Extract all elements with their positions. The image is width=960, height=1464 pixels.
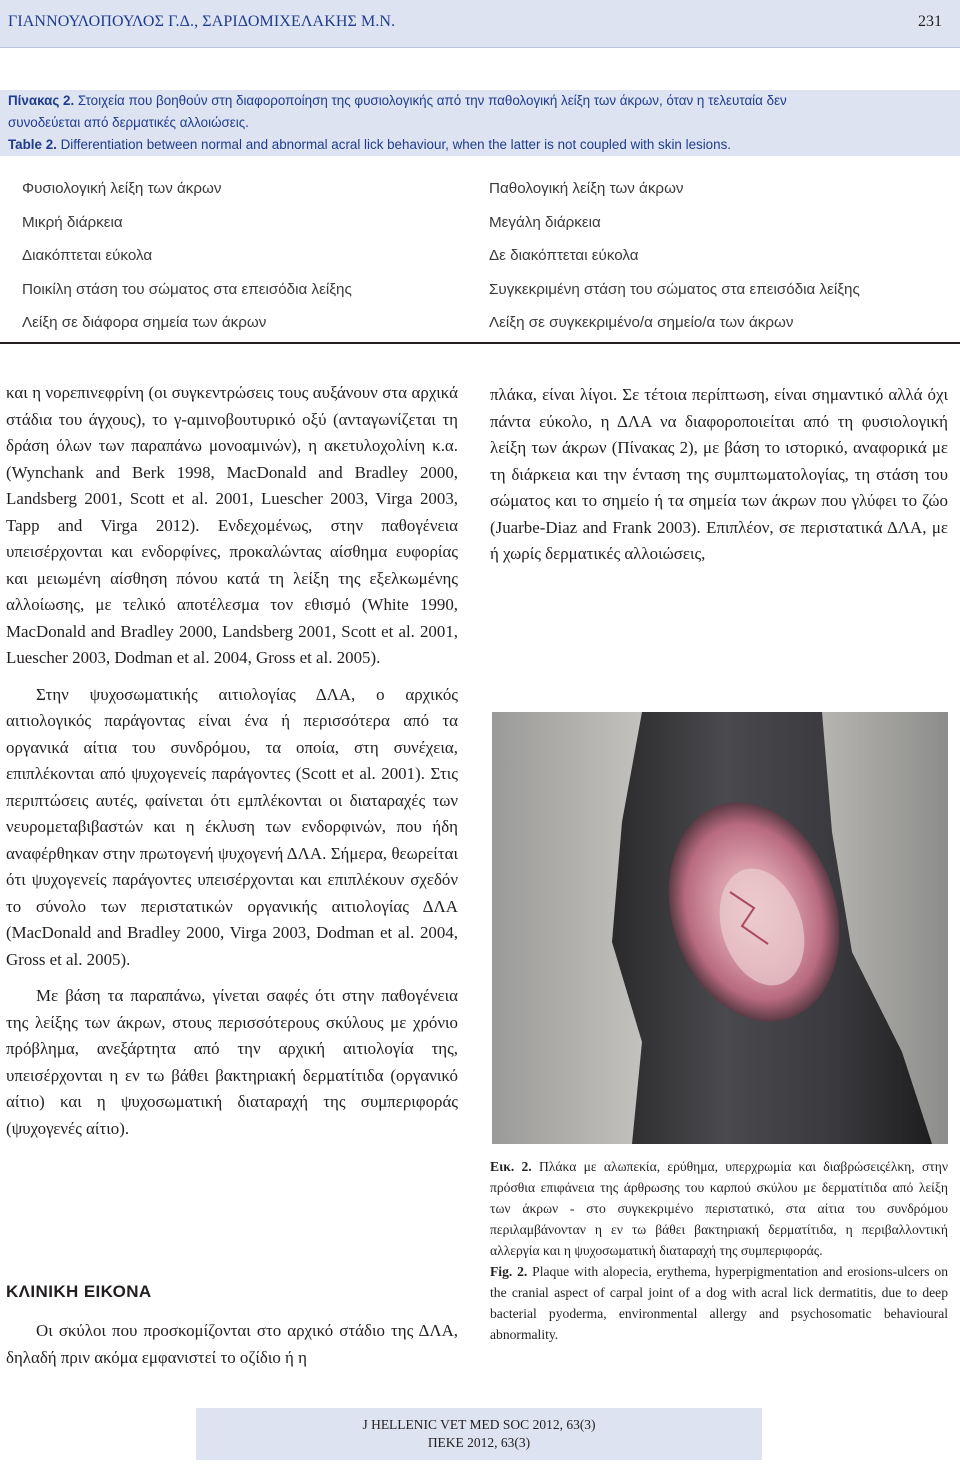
table-cell: Δε διακόπτεται εύκολα — [489, 247, 639, 264]
table-cell: Συγκεκριμένη στάση του σώματος στα επεισόδια λείξης — [489, 280, 860, 298]
left-text-column-continued — [6, 1318, 458, 1371]
body-paragraph: Στην ψυχοσωματικής αιτιολογίας ΔΛΑ, ο αρχικός αιτιολογικός παράγοντας είναι ένα ή περισσότερα από τα οργανικά αίτια του συνδρόμου, τα οποία, στη συνέχεια, επιπλέκονται από ψυχογενείς παράγοντες (Scott et al. 2001). Στις περιπτώσεις αυτές, φαίνεται ότι εμπλέκονται οι διαταραχές των νευρομεταβιβαστών και η έκλυση των ενδορφινών, που ήδη αναφέρθηκαν στην πρωτογενή ψυχογενή ΔΛΑ. Σήμερα, θεωρείται ότι ψυχογενείς παράγοντες υπεισέρχονται και επιπλέκουν σχεδόν το σύνολο των περιστατικών οργανικής αιτιολογίας ΔΛΑ (MacDonald and Bradley 2000, Virga 2003, Dodman et al. 2004, Gross et al. 2005). — [6, 684, 458, 969]
running-header-authors: ΓΙΑΝΝΟΥΛΟΠΟΥΛΟΣ Γ.Δ., ΣΑΡΙΔΟΜΙΧΕΛΑΚΗΣ Μ.Ν. — [8, 13, 396, 30]
table-cell: Διακόπτεται εύκολα — [22, 247, 153, 264]
figure-caption-greek-text: Πλάκα με αλωπεκία, ερύθημα, υπερχρωμία και διαβρώσειςέλκη, στην πρόσθια επιφάνεια της άρθρωσης του καρπού σκύλου με δερματίτιδα από λείξη των άκρων - στο συγκεκριμένο περιστατικό, στα αίτια του συνδρόμου περιλαμβάνονταν η εν τω βάθει βακτηριακή δερματίτιδα, η περιβαλλοντική αλλεργία και η ψυχοσωματική διαταραχή της συμπεριφοράς. — [490, 1159, 948, 1258]
figure-caption-english-text: Plaque with alopecia, erythema, hyperpigmentation and erosions-ulcers on the cranial aspect of carpal joint of a dog with acral lick dermatitis, due to deep bacterial pyoderma, environmental allergy and psychosomatic behavioural abnormality. — [490, 1264, 948, 1342]
figure-caption-english — [490, 1261, 948, 1345]
table-caption-greek-line1 — [8, 90, 950, 112]
left-text-column — [6, 380, 458, 1142]
table-header-normal: Φυσιολογική λείξη των άκρων — [22, 180, 222, 197]
table-cell: Μεγάλη διάρκεια — [489, 213, 601, 231]
right-text-column — [490, 382, 948, 568]
table-caption — [0, 90, 960, 156]
table-cell: Λείξη σε διάφορα σημεία των άκρων — [22, 314, 267, 331]
footer-journal-greek: ΠΕΚΕ 2012, 63(3) — [427, 1435, 531, 1450]
table-caption-english-text: Differentiation between normal and abnormal acral lick behaviour, when the latter is not coupled with skin lesions. — [56, 137, 731, 152]
body-paragraph: Οι σκύλοι που προσκομίζονται στο αρχικό στάδιο της ΔΛΑ, δηλαδή πριν ακόμα εμφανιστεί το οζίδιο ή η — [6, 1321, 458, 1367]
figure-caption-english-label: Fig. 2. — [490, 1264, 528, 1279]
page-number: 231 — [918, 13, 942, 30]
table-cell: Μικρή διάρκεια — [22, 213, 123, 231]
figure-caption — [490, 1156, 948, 1345]
table-cell: Ποικίλη στάση του σώματος στα επεισόδια λείξης — [22, 280, 352, 298]
journal-footer — [196, 1408, 762, 1460]
clinical-photo-drawing — [492, 712, 948, 1144]
table-header-abnormal: Παθολογική λείξη των άκρων — [489, 180, 684, 197]
footer-journal-english: J HELLENIC VET MED SOC 2012, 63(3) — [362, 1417, 596, 1432]
comparison-table — [0, 166, 960, 344]
table-caption-greek-line2: συνοδεύεται από δερματικές αλλοιώσεις. — [8, 115, 249, 130]
table-caption-greek-text: Στοιχεία που βοηθούν στη διαφοροποίηση της φυσιολογικής από την παθολογική λείξη των άκρων, όταν η τελευταία δεν — [74, 93, 787, 108]
body-paragraph: και η νορεπινεφρίνη (οι συγκεντρώσεις τους αυξάνουν στα αρχικά στάδια του άγχους), το γ-αμινοβουτυρικό οξύ (ανταγωνίζεται τη δράση όλων των παραπάνω μονοαμινών), η ακετυλοχολίνη κ.α. (Wynchank and Berk 1998, MacDonald and Bradley 2000, Landsberg 2001, Scott et al. 2001, Luescher 2003, Virga 2003, Tapp and Virga 2012). Ενδεχομένως, στην παθογένεια υπεισέρχονται και ενδορφίνες, προκαλώντας αίσθημα ευφορίας και μειωμένη αίσθηση πόνου κατά τη λείξη της εξελκωμένης αλλοίωσης, με τελικό αποτέλεσμα τον εθισμό (White 1990, MacDonald and Bradley 2000, Landsberg 2001, Scott et al. 2001, Luescher 2003, Dodman et al. 2004, Gross et al. 2005). — [6, 383, 458, 667]
clinical-photo — [492, 712, 948, 1144]
table-column-normal — [22, 178, 352, 346]
table-cell: Λείξη σε συγκεκριμένο/α σημείο/α των άκρων — [489, 314, 794, 331]
body-paragraph: πλάκα, είναι λίγοι. Σε τέτοια περίπτωση, είναι σημαντικό αλλά όχι πάντα εύκολο, η ΔΛΑ να διαφοροποιείται από τη φυσιολογική λείξη των άκρων (Πίνακας 2), με βάση το ιστορικό, αναφορικά με τη διάρκεια και την ένταση της συμπτωματολογίας, τη στάση του σώματος και το σημείο ή τα σημεία των άκρων που γλύφει το ζώο (Juarbe-Diaz and Frank 2003). Επιπλέον, σε περιστατικά ΔΛΑ, με ή χωρίς δερματικές αλλοιώσεις, — [490, 385, 948, 563]
figure-caption-greek — [490, 1156, 948, 1261]
section-heading: ΚΛΙΝΙΚΗ ΕΙΚΟΝΑ — [6, 1282, 152, 1301]
table-caption-greek-label: Πίνακας 2. — [8, 93, 75, 108]
table-column-abnormal — [489, 178, 860, 346]
running-header — [0, 0, 960, 48]
table-caption-english — [8, 134, 950, 156]
figure-caption-greek-label: Εικ. 2. — [490, 1159, 532, 1174]
table-caption-english-label: Table 2. — [8, 137, 57, 152]
body-paragraph: Με βάση τα παραπάνω, γίνεται σαφές ότι στην παθογένεια της λείξης των άκρων, στους περισσότερους σκύλους με χρόνιο πρόβλημα, ανεξάρτητα από την αρχική αιτιολογία της, υπεισέρχονται η εν τω βάθει βακτηριακή δερματίτιδα (οργανικό αίτιο) και η ψυχοσωματική διαταραχή της συμπεριφοράς (ψυχογενές αίτιο). — [6, 986, 458, 1138]
